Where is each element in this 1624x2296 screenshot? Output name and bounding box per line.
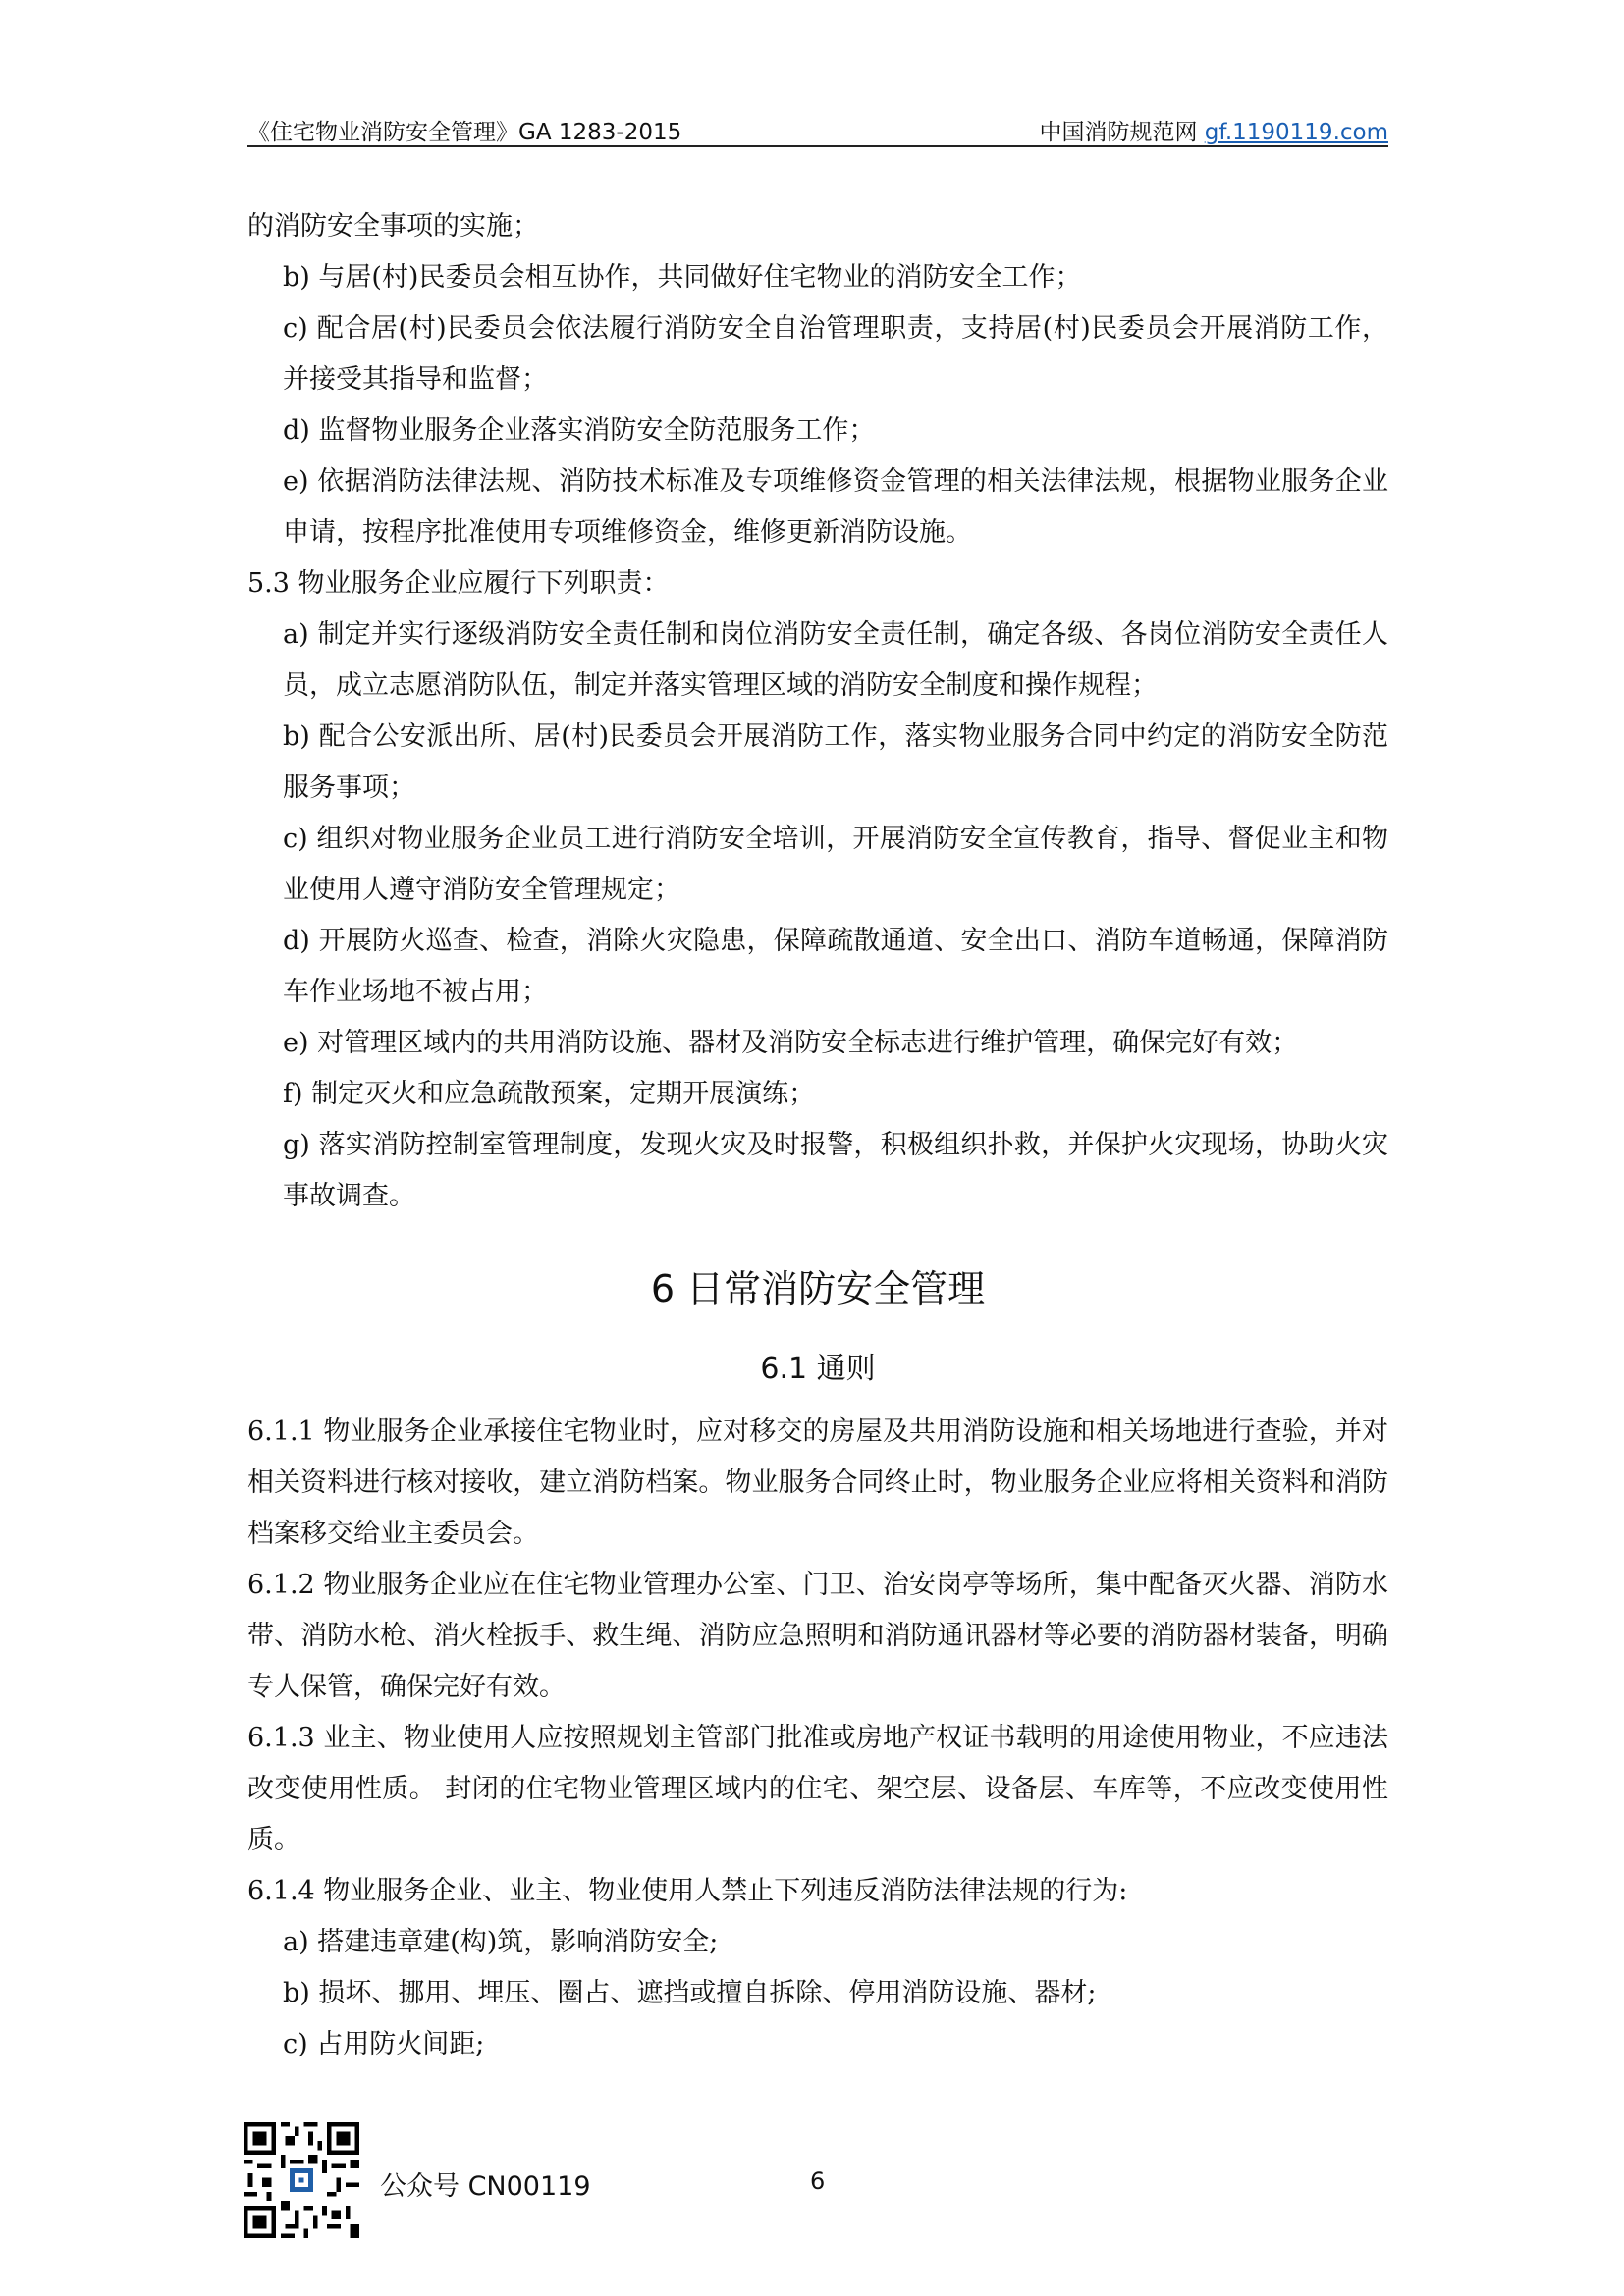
list-item: d) 监督物业服务企业落实消防安全防范服务工作； <box>283 415 876 446</box>
clause-5-3: 5.3 物业服务企业应履行下列职责： <box>247 568 670 599</box>
list-item: b) 损坏、挪用、埋压、圈占、遮挡或擅自拆除、停用消防设施、器材; <box>283 1978 1097 2008</box>
list-item: f) 制定灭火和应急疏散预案，定期开展演练； <box>283 1079 816 1109</box>
section-title: 6 日常消防安全管理 <box>650 1267 986 1310</box>
header-site-name: 中国消防规范网 <box>1039 120 1198 145</box>
qr-code-icon <box>244 2122 359 2238</box>
list-item: a) 制定并实行逐级消防安全责任制和岗位消防安全责任制，确定各级、各岗位消防安全责任人员，成立志愿消防队伍，制定并落实管理区域的消防安全制度和操作规程； <box>283 619 1388 701</box>
list-item: e) 对管理区域内的共用消防设施、器材及消防安全标志进行维护管理，确保完好有效； <box>283 1028 1299 1058</box>
paragraph: 的消防安全事项的实施； <box>247 211 539 241</box>
list-item: b) 与居(村)民委员会相互协作，共同做好住宅物业的消防安全工作； <box>283 262 1082 293</box>
list-item: a) 搭建违章建(构)筑，影响消防安全; <box>283 1927 719 1957</box>
list-item: e) 依据消防法律法规、消防技术标准及专项维修资金管理的相关法律法规，根据物业服务企业申请，按程序批准使用专项维修资金，维修更新消防设施。 <box>283 466 1388 548</box>
list-item: b) 配合公安派出所、居(村)民委员会开展消防工作，落实物业服务合同中约定的消防安全防范服务事项； <box>283 721 1388 803</box>
page-header <box>247 110 1388 147</box>
list-item: d) 开展防火巡查、检查，消除火灾隐患，保障疏散通道、安全出口、消防车道畅通，保障消防车作业场地不被占用； <box>283 926 1388 1007</box>
clause-6-1-4: 6.1.4 物业服务企业、业主、物业使用人禁止下列违反消防法律法规的行为: <box>247 1876 1128 1906</box>
document-body <box>247 201 1388 2070</box>
wechat-account: 公众号 CN00119 <box>380 2171 591 2202</box>
header-document-title: 《住宅物业消防安全管理》GA 1283-2015 <box>247 120 682 145</box>
list-item: c) 组织对物业服务企业员工进行消防安全培训，开展消防安全宣传教育，指导、督促业主和物业使用人遵守消防安全管理规定； <box>283 824 1388 905</box>
list-item: c) 配合居(村)民委员会依法履行消防安全自治管理职责，支持居(村)民委员会开展消防工作，并接受其指导和监督； <box>283 313 1388 395</box>
header-site <box>1039 114 1388 146</box>
header-site-url-link[interactable]: gf.1190119.com <box>1204 120 1388 145</box>
clause-6-1-3: 6.1.3 业主、物业使用人应按照规划主管部门批准或房地产权证书载明的用途使用物业，不应违法改变使用性质。 封闭的住宅物业管理区域内的住宅、架空层、设备层、车库等，不应改变使用性质。 <box>247 1723 1388 1855</box>
subsection-title: 6.1 通则 <box>760 1352 876 1386</box>
clause-6-1-2: 6.1.2 物业服务企业应在住宅物业管理办公室、门卫、治安岗亭等场所，集中配备灭火器、消防水带、消防水枪、消火栓扳手、救生绳、消防应急照明和消防通讯器材等必要的消防器材装备，明确专人保管，确保完好有效。 <box>247 1570 1388 1702</box>
list-item: c) 占用防火间距; <box>283 2029 485 2059</box>
page-number: 6 <box>810 2167 826 2195</box>
clause-6-1-1: 6.1.1 物业服务企业承接住宅物业时，应对移交的房屋及共用消防设施和相关场地进行查验，并对相关资料进行核对接收，建立消防档案。物业服务合同终止时，物业服务企业应将相关资料和消防档案移交给业主委员会。 <box>247 1416 1388 1549</box>
list-item: g) 落实消防控制室管理制度，发现火灾及时报警，积极组织扑救，并保护火灾现场，协助火灾事故调查。 <box>283 1130 1388 1211</box>
